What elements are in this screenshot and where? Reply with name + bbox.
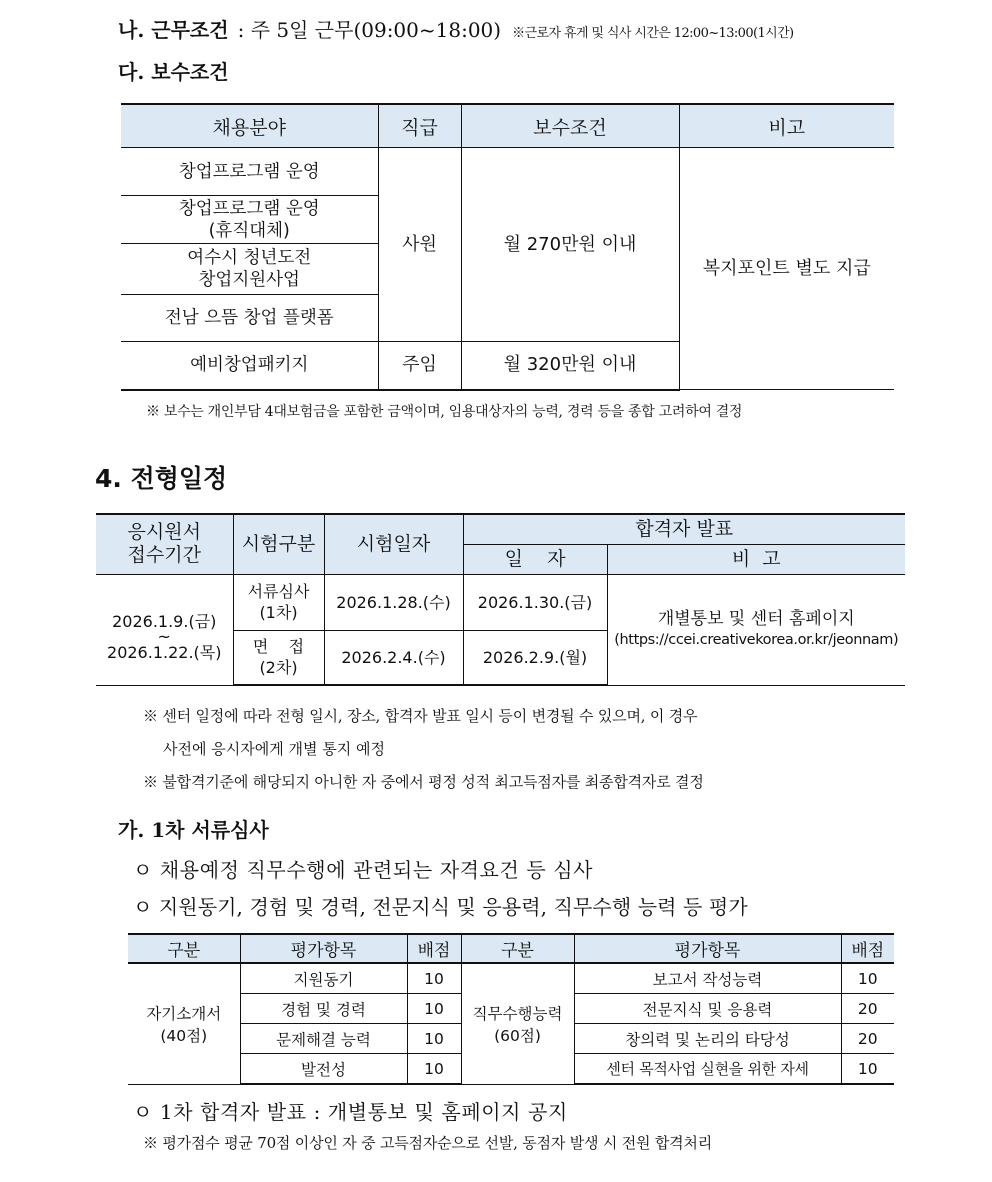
eval-score-right: 20 [841, 994, 894, 1024]
work-condition-label: 나. 근무조건 [118, 18, 229, 42]
work-condition-line [118, 14, 794, 43]
schedule-result-date-interview: 2026.2.9.(월) [463, 630, 607, 685]
schedule-table [96, 513, 905, 686]
eval-category-right-line2: (60점) [494, 1026, 541, 1045]
eval-score-left: 10 [407, 994, 461, 1024]
eval-category-left-line2: (40점) [160, 1026, 208, 1045]
salary-field-3-line2: 창업지원사업 [198, 270, 300, 290]
schedule-result-date-doc: 2026.1.30.(금) [463, 574, 607, 630]
salary-table [121, 103, 894, 391]
salary-field-4: 전남 으뜸 창업 플랫폼 [121, 295, 378, 342]
schedule-header-date: 시험일자 [324, 514, 463, 574]
salary-note: ※ 보수는 개인부담 4대보험금을 포함한 금액이며, 임용대상자의 능력, 경력 등을 종합 고려하여 결정 [146, 404, 743, 420]
salary-header-field: 채용분야 [121, 104, 378, 148]
schedule-apply-end: 2026.1.22.(목) [107, 642, 222, 662]
salary-field-2 [121, 196, 378, 244]
schedule-header-apply-line2: 접수기간 [127, 544, 201, 567]
salary-field-2-line2: (휴직대체) [208, 220, 290, 241]
schedule-type-interview-line1: 면 접 [252, 637, 305, 657]
eval-header-score-left: 배점 [407, 934, 461, 963]
schedule-remark-line1: 개별통보 및 센터 홈페이지 [657, 608, 855, 629]
eval-score-right: 10 [841, 963, 894, 994]
eval-category-left-line1: 자기소개서 [146, 1004, 222, 1023]
work-condition-value: : 주 5일 근무(09:00~18:00) [237, 18, 502, 42]
salary-section-title: 다. 보수조건 [118, 60, 229, 84]
eval-category-right-line1: 직무수행능력 [472, 1004, 563, 1023]
schedule-apply-period [96, 574, 233, 685]
schedule-exam-date-doc: 2026.1.28.(수) [324, 574, 463, 630]
result-announcement-bullet: ㅇ 1차 합격자 발표 : 개별통보 및 홈페이지 공지 [133, 1100, 568, 1124]
schedule-type-doc [233, 574, 324, 630]
schedule-note-2: ※ 불합격기준에 해당되지 아니한 자 중에서 평정 성적 최고득점자를 최종합격자로 결정 [143, 773, 704, 791]
eval-score-left: 10 [407, 1024, 461, 1054]
eval-score-right: 10 [841, 1054, 894, 1085]
salary-pay-senior: 월 320만원 이내 [461, 342, 679, 390]
salary-pay-staff: 월 270만원 이내 [461, 148, 679, 342]
eval-item-right: 전문지식 및 응용력 [574, 994, 841, 1024]
eval-header-item-left: 평가항목 [240, 934, 407, 963]
eval-item-right: 센터 목적사업 실현을 위한 자세 [574, 1054, 841, 1085]
eval-header-score-right: 배점 [841, 934, 894, 963]
schedule-type-doc-line2: (1차) [259, 603, 298, 622]
eval-item-left: 경험 및 경력 [240, 994, 407, 1024]
eval-header-category-right: 구분 [461, 934, 574, 963]
schedule-header-apply-line1: 응시원서 [127, 521, 201, 544]
eval-item-left: 발전성 [240, 1054, 407, 1085]
schedule-apply-start: 2026.1.9.(금) [112, 611, 217, 631]
eval-header-category-left: 구분 [128, 934, 240, 963]
eval-score-left: 10 [407, 1054, 461, 1085]
schedule-type-interview [233, 630, 324, 685]
salary-rank-staff: 사원 [378, 148, 461, 342]
salary-rank-senior: 주임 [378, 342, 461, 390]
eval-item-left: 문제해결 능력 [240, 1024, 407, 1054]
schedule-header-type: 시험구분 [233, 514, 324, 574]
eval-category-self-intro [128, 963, 240, 1084]
schedule-type-doc-line1: 서류심사 [247, 582, 310, 601]
salary-header-rank: 직급 [378, 104, 461, 148]
salary-field-5: 예비창업패키지 [121, 342, 378, 390]
doc-review-bullet-1: ㅇ 채용예정 직무수행에 관련되는 자격요건 등 심사 [133, 858, 594, 882]
schedule-exam-date-interview: 2026.2.4.(수) [324, 630, 463, 685]
final-note: ※ 평가점수 평균 70점 이상인 자 중 고득점자순으로 선발, 동점자 발생 시 전원 합격처리 [143, 1134, 713, 1152]
schedule-header-apply [96, 514, 233, 574]
schedule-remark-line2: (https://ccei.creativekorea.or.kr/jeonnam) [614, 631, 899, 648]
schedule-header-result-date: 일 자 [463, 544, 607, 574]
salary-field-3-line1: 여수시 청년도전 [187, 248, 312, 268]
salary-header-pay: 보수조건 [461, 104, 679, 148]
eval-item-right: 보고서 작성능력 [574, 963, 841, 994]
salary-header-remark: 비고 [679, 104, 894, 148]
schedule-note-1-line1: ※ 센터 일정에 따라 전형 일시, 장소, 합격자 발표 일시 등이 변경될 수 있으며, 이 경우 [143, 707, 698, 725]
schedule-header-result-remark: 비 고 [607, 544, 905, 574]
salary-field-2-line1: 창업프로그램 운영 [178, 198, 320, 219]
schedule-note-1-line2: 사전에 응시자에게 개별 통지 예정 [163, 740, 385, 758]
salary-field-3 [121, 244, 378, 295]
evaluation-table [128, 933, 894, 1085]
schedule-type-interview-line2: (2차) [259, 658, 298, 678]
doc-review-title: 가. 1차 서류심사 [118, 818, 269, 842]
eval-score-left: 10 [407, 963, 461, 994]
schedule-section-title: 4. 전형일정 [95, 464, 228, 493]
eval-item-left: 지원동기 [240, 963, 407, 994]
work-condition-note: ※근로자 휴게 및 식사 시간은 12:00~13:00(1시간) [512, 26, 794, 41]
salary-field-1: 창업프로그램 운영 [121, 148, 378, 196]
eval-score-right: 20 [841, 1024, 894, 1054]
salary-remark: 복지포인트 별도 지급 [679, 148, 894, 390]
doc-review-bullet-2: ㅇ 지원동기, 경험 및 경력, 전문지식 및 응용력, 직무수행 능력 등 평가 [133, 895, 748, 919]
schedule-result-remark [607, 574, 905, 685]
eval-item-right: 창의력 및 논리의 타당성 [574, 1024, 841, 1054]
schedule-apply-tilde: ~ [157, 626, 171, 646]
schedule-header-result: 합격자 발표 [463, 514, 905, 544]
eval-header-item-right: 평가항목 [574, 934, 841, 963]
eval-category-job [461, 963, 574, 1084]
